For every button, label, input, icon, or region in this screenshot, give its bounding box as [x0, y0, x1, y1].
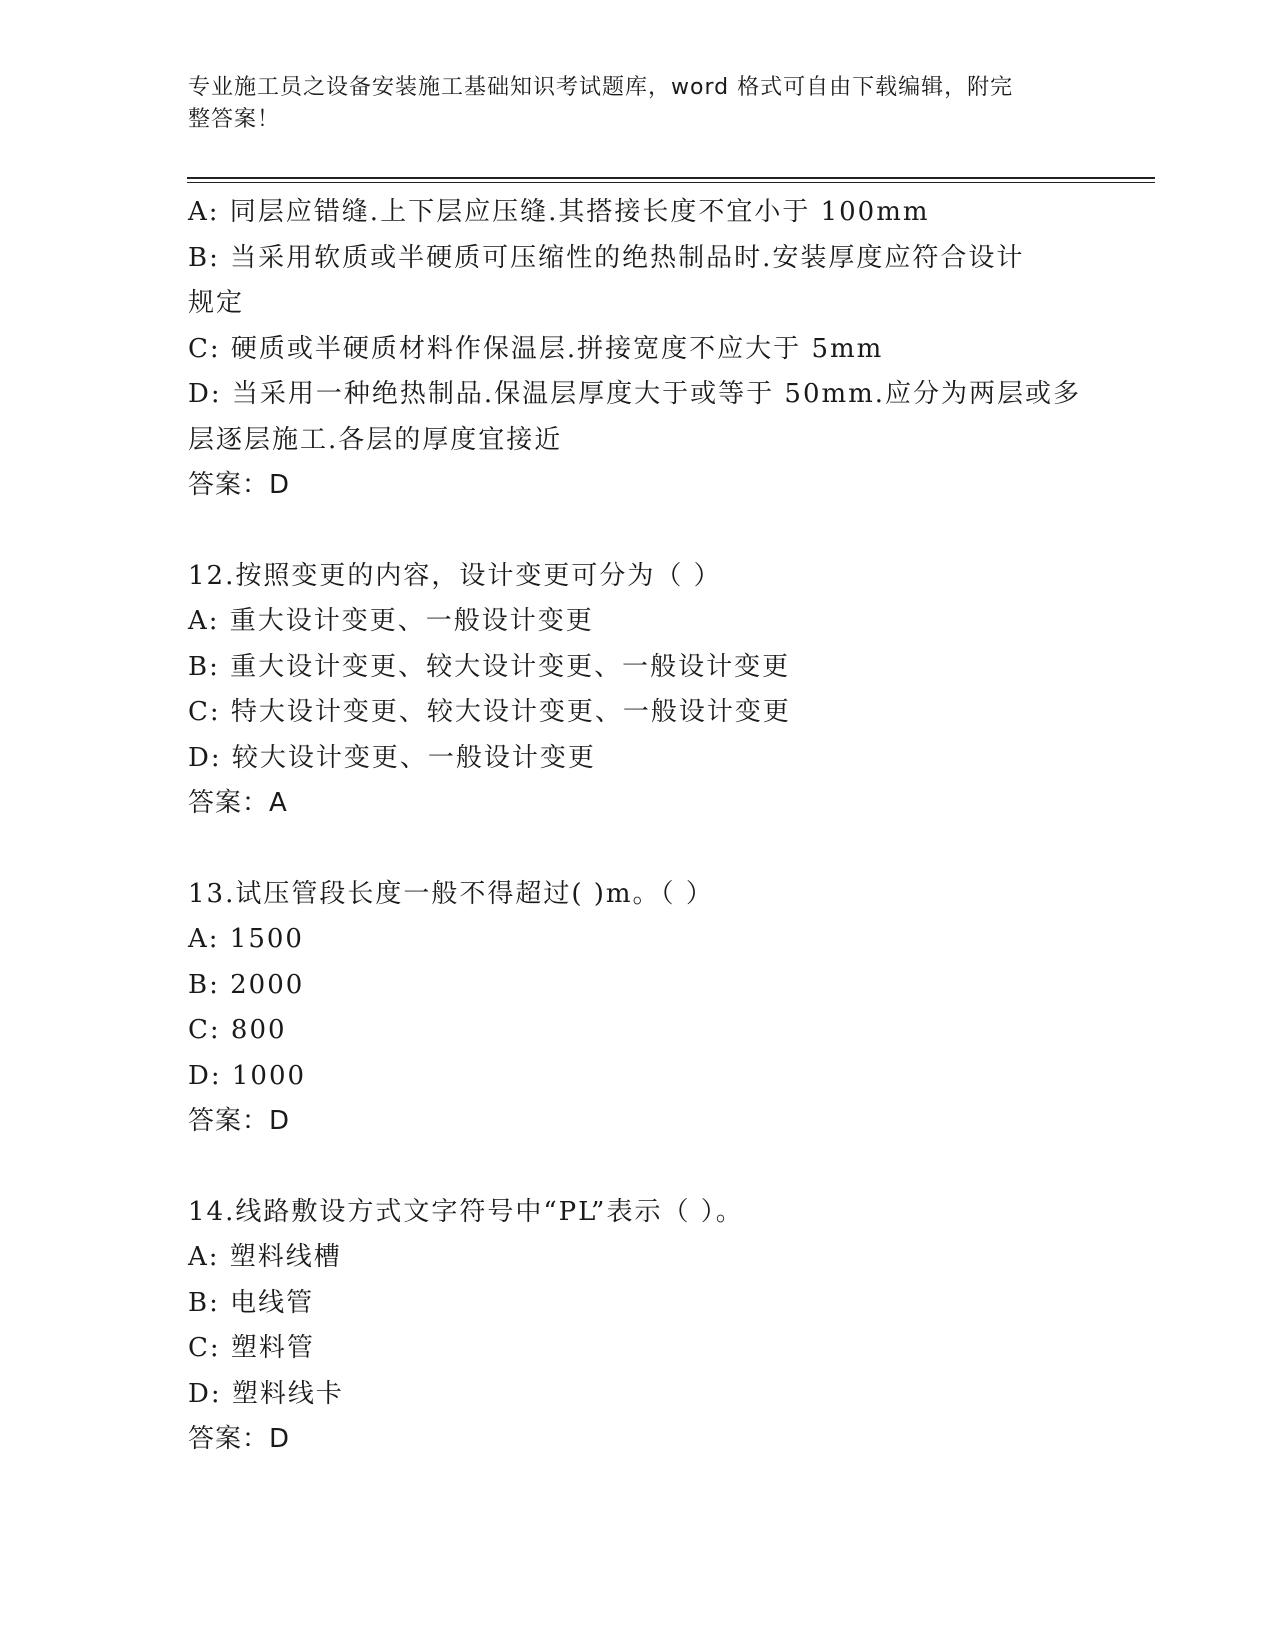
option-d: D: 塑料线卡: [188, 1378, 344, 1409]
option-c: C: 硬质或半硬质材料作保温层.拼接宽度不应大于 5mm: [188, 333, 884, 364]
option-d: D: 当采用一种绝热制品.保温层厚度大于或等于 50mm.应分为两层或多: [188, 379, 1082, 409]
option-b: B: 2000: [188, 969, 305, 1000]
document-header: [188, 72, 1088, 136]
option-c: C: 特大设计变更、较大设计变更、一般设计变更: [188, 697, 791, 727]
option-c: C: 800: [188, 1015, 287, 1045]
question-text: 13.试压管段长度一般不得超过( )m。（ ）: [188, 878, 714, 909]
question-13-block: [188, 872, 1088, 1145]
header-line-1: 专业施工员之设备安装施工基础知识考试题库，word 格式可自由下载编辑，附完: [188, 75, 1014, 100]
header-line-2: 整答案！: [188, 107, 281, 132]
answer-label: 答案：D: [188, 1424, 291, 1454]
header-divider-thick: [187, 177, 1155, 179]
option-b: B: 电线管: [188, 1287, 315, 1318]
spacer: [188, 827, 1088, 872]
option-b: B: 重大设计变更、较大设计变更、一般设计变更: [188, 651, 791, 682]
question-text: 12.按照变更的内容，设计变更可分为（ ）: [188, 560, 722, 591]
option-d: D: 1000: [188, 1060, 307, 1091]
option-c: C: 塑料管: [188, 1333, 315, 1363]
answer-label: 答案：D: [188, 470, 291, 500]
question-text: 14.线路敷设方式文字符号中“PL”表示（ ）。: [188, 1196, 744, 1227]
header-divider-thin: [187, 182, 1155, 183]
spacer: [188, 509, 1088, 554]
question-12-block: [188, 554, 1088, 827]
spacer: [188, 1145, 1088, 1190]
question-11-block: [188, 190, 1088, 509]
option-a: A: 塑料线槽: [188, 1242, 342, 1272]
option-b-continued: 规定: [188, 288, 245, 318]
option-b: B: 当采用软质或半硬质可压缩性的绝热制品时.安装厚度应符合设计: [188, 242, 1025, 273]
option-a: A: 同层应错缝.上下层应压缝.其搭接长度不宜小于 100mm: [188, 197, 930, 227]
answer-label: 答案：A: [188, 788, 288, 818]
option-d-continued: 层逐层施工.各层的厚度宜接近: [188, 424, 563, 455]
option-d: D: 较大设计变更、一般设计变更: [188, 742, 596, 773]
question-14-block: [188, 1190, 1088, 1463]
question-list: [188, 190, 1088, 1463]
option-a: A: 重大设计变更、一般设计变更: [188, 606, 594, 636]
answer-label: 答案：D: [188, 1106, 291, 1136]
option-a: A: 1500: [188, 924, 304, 954]
